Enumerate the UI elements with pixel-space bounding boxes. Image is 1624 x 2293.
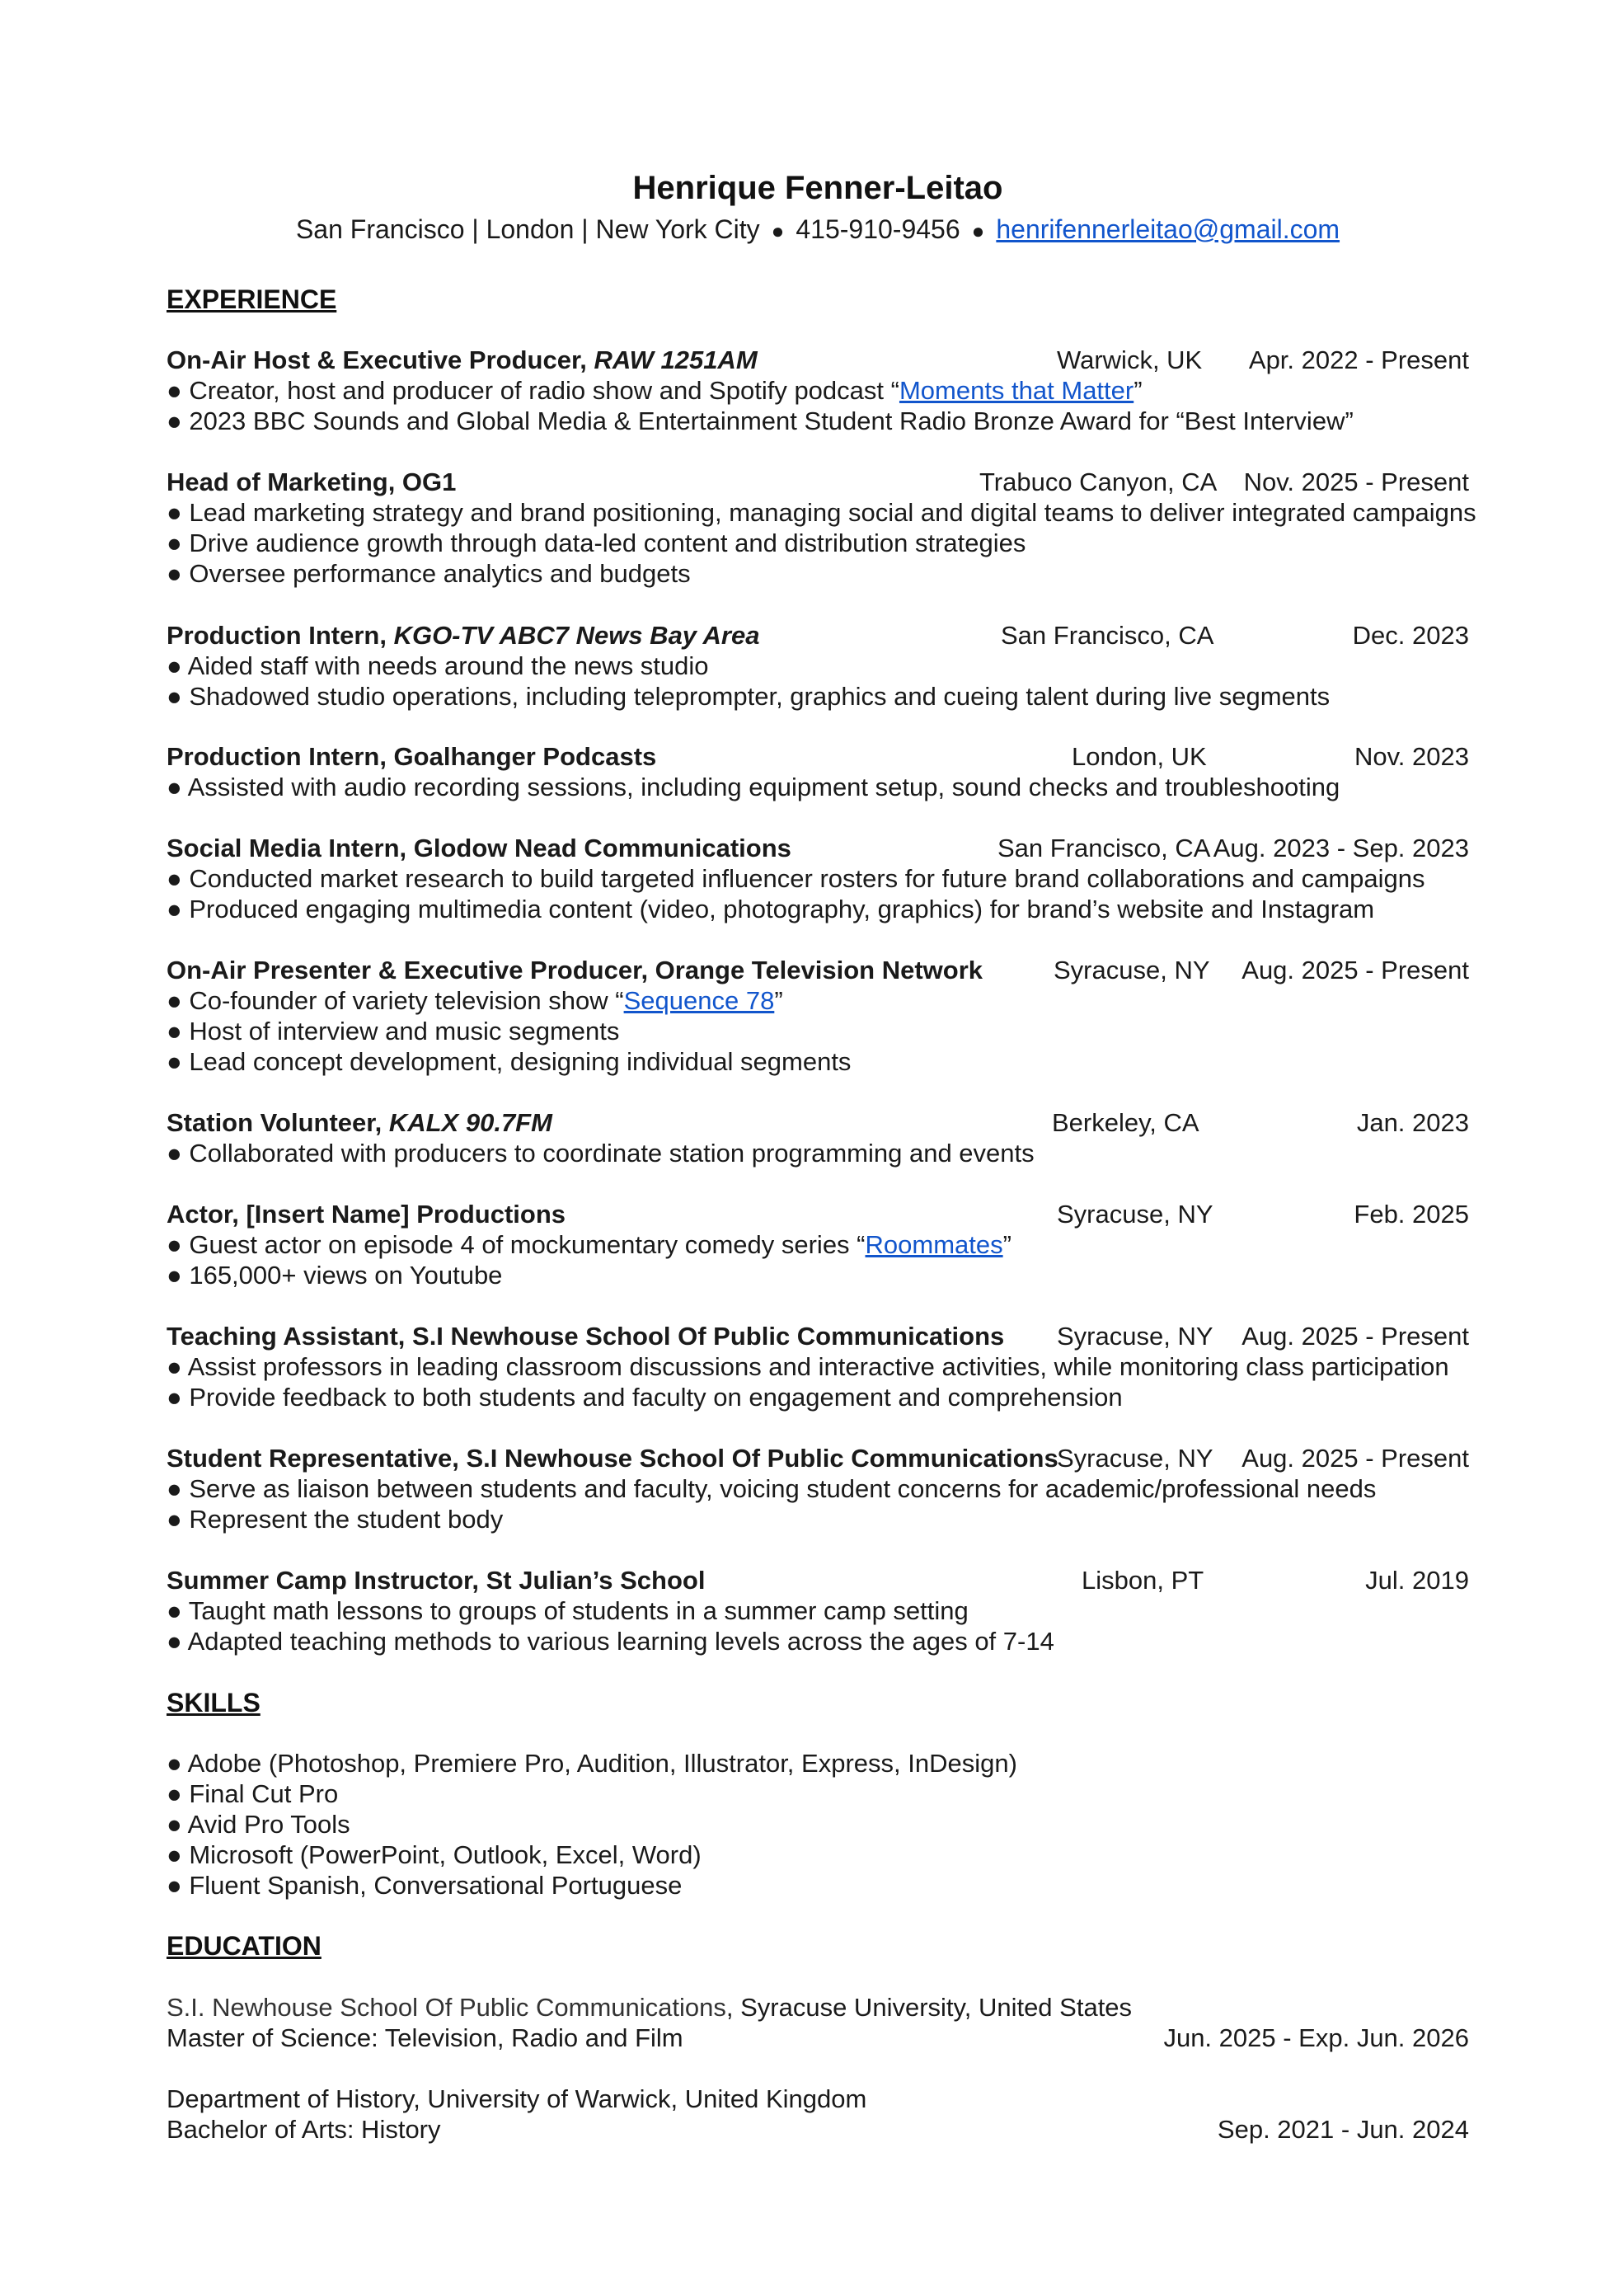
job-title: Production Intern, KGO-TV ABC7 News Bay Area — [167, 621, 760, 650]
job-title: Teaching Assistant, S.I Newhouse School Of Public Communications — [167, 1322, 1005, 1351]
locations: San Francisco | London | New York City — [295, 214, 760, 244]
job-location: San Francisco, CA — [997, 834, 1211, 862]
job-location: Syracuse, NY — [1057, 1322, 1213, 1351]
job-bullet: ● Guest actor on episode 4 of mockumentary comedy series “Roommates” — [167, 1230, 1011, 1259]
job-location: San Francisco, CA — [1001, 621, 1214, 650]
degree: Master of Science: Television, Radio and Film — [167, 2023, 683, 2052]
job-location: London, UK — [1072, 742, 1207, 771]
job-entry — [167, 1107, 1469, 1168]
job-location: Berkeley, CA — [1052, 1108, 1199, 1137]
education-entry — [167, 1992, 1469, 2053]
job-date: Feb. 2025 — [1354, 1200, 1469, 1229]
job-bullet: ● 2023 BBC Sounds and Global Media & Entertainment Student Radio Bronze Award for “Best Interview” — [167, 406, 1354, 435]
skill-item: ● Fluent Spanish, Conversational Portuguese — [167, 1871, 683, 1900]
job-entry — [167, 1565, 1469, 1656]
job-title: Production Intern, Goalhanger Podcasts — [167, 742, 657, 771]
degree: Bachelor of Arts: History — [167, 2115, 441, 2144]
job-bullet: ● Conducted market research to build targeted influencer rosters for future brand collaborations and campaigns — [167, 864, 1425, 893]
skill-item: ● Avid Pro Tools — [167, 1810, 350, 1839]
job-location: Syracuse, NY — [1054, 956, 1210, 984]
job-entry — [167, 741, 1469, 802]
job-bullet: ● Creator, host and producer of radio show and Spotify podcast “Moments that Matter” — [167, 376, 1143, 405]
job-title: Station Volunteer, KALX 90.7FM — [167, 1108, 552, 1137]
job-bullet: ● Represent the student body — [167, 1505, 504, 1534]
job-bullet: ● 165,000+ views on Youtube — [167, 1261, 503, 1290]
job-bullet: ● Produced engaging multimedia content (video, photography, graphics) for brand’s website and Instagram — [167, 895, 1375, 923]
job-title: Head of Marketing, OG1 — [167, 468, 457, 496]
contact-line — [167, 209, 1469, 251]
job-location: Trabuco Canyon, CA — [979, 468, 1218, 496]
university-name: , University of Warwick, United Kingdom — [413, 2084, 867, 2113]
job-date: Apr. 2022 - Present — [1248, 345, 1469, 374]
job-date: Aug. 2023 - Sep. 2023 — [1213, 834, 1469, 862]
job-bullet: ● Provide feedback to both students and faculty on engagement and comprehension — [167, 1383, 1123, 1412]
job-bullet: ● Assist professors in leading classroom discussions and interactive activities, while monitoring class participation — [167, 1352, 1449, 1381]
job-location: Lisbon, PT — [1082, 1566, 1204, 1595]
job-bullet: ● Aided staff with needs around the news studio — [167, 651, 709, 680]
job-entry — [167, 467, 1476, 589]
job-entry — [167, 1321, 1469, 1412]
job-location: Warwick, UK — [1057, 345, 1203, 374]
job-date: Jan. 2023 — [1356, 1108, 1469, 1137]
show-link[interactable]: Sequence 78 — [623, 986, 775, 1015]
job-date: Nov. 2025 - Present — [1243, 468, 1469, 496]
bullet-separator: ● — [771, 218, 785, 243]
job-entry — [167, 1443, 1469, 1534]
job-bullet: ● Host of interview and music segments — [167, 1017, 620, 1045]
job-bullet: ● Assisted with audio recording sessions, including equipment setup, sound checks and troubleshooting — [167, 773, 1340, 801]
job-bullet: ● Serve as liaison between students and faculty, voicing student concerns for academic/professional needs — [167, 1474, 1377, 1503]
job-title: On-Air Presenter & Executive Producer, Orange Television Network — [167, 956, 983, 984]
job-bullet: ● Oversee performance analytics and budgets — [167, 559, 691, 588]
school-name: Department of History — [167, 2084, 414, 2113]
education-date: Jun. 2025 - Exp. Jun. 2026 — [1163, 2023, 1469, 2052]
job-org: KGO-TV ABC7 News Bay Area — [393, 621, 760, 650]
job-entry — [167, 1199, 1469, 1290]
job-bullet: ● Adapted teaching methods to various learning levels across the ages of 7-14 — [167, 1627, 1054, 1656]
candidate-name: Henrique Fenner-Leitao — [632, 170, 1003, 206]
job-bullet: ● Co-founder of variety television show “Sequence 78” — [167, 986, 783, 1015]
section-title-skills: SKILLS — [167, 1688, 260, 1717]
skill-item: ● Microsoft (PowerPoint, Outlook, Excel, Word) — [167, 1840, 702, 1869]
podcast-link[interactable]: Moments that Matter — [899, 376, 1134, 405]
job-bullet: ● Drive audience growth through data-led content and distribution strategies — [167, 529, 1026, 557]
school-name: S.I. Newhouse School Of Public Communications — [167, 1993, 726, 2022]
job-entry — [167, 833, 1469, 924]
job-date: Dec. 2023 — [1352, 621, 1469, 650]
job-org: RAW 1251AM — [594, 345, 758, 374]
job-date: Aug. 2025 - Present — [1241, 1444, 1469, 1473]
job-date: Aug. 2025 - Present — [1241, 1322, 1469, 1351]
job-bullet: ● Shadowed studio operations, including teleprompter, graphics and cueing talent during live segments — [167, 682, 1331, 711]
job-bullet: ● Collaborated with producers to coordinate station programming and events — [167, 1139, 1035, 1168]
job-title: Actor, [Insert Name] Productions — [167, 1200, 566, 1229]
job-bullet: ● Taught math lessons to groups of students in a summer camp setting — [167, 1596, 969, 1625]
job-entry — [167, 955, 1469, 1077]
job-org: KALX 90.7FM — [388, 1108, 552, 1137]
university-name: , Syracuse University, United States — [725, 1993, 1133, 2022]
job-date: Aug. 2025 - Present — [1241, 956, 1469, 984]
email-link[interactable]: henrifennerleitao@gmail.com — [996, 214, 1340, 244]
resume-header — [167, 165, 1469, 251]
phone-number: 415-910-9456 — [796, 214, 960, 244]
job-location: Syracuse, NY — [1057, 1444, 1213, 1473]
skill-item: ● Final Cut Pro — [167, 1779, 339, 1808]
job-date: Nov. 2023 — [1354, 742, 1469, 771]
job-entry — [167, 620, 1469, 712]
job-entry — [167, 345, 1469, 436]
skills-list — [167, 1748, 1469, 1901]
skill-item: ● Adobe (Photoshop, Premiere Pro, Audition, Illustrator, Express, InDesign) — [167, 1749, 1017, 1778]
job-title: Summer Camp Instructor, St Julian’s School — [167, 1566, 706, 1595]
job-bullet: ● Lead concept development, designing individual segments — [167, 1047, 852, 1076]
job-title: Student Representative, S.I Newhouse School Of Public Communications — [167, 1444, 1058, 1473]
series-link[interactable]: Roommates — [865, 1230, 1003, 1259]
education-date: Sep. 2021 - Jun. 2024 — [1217, 2115, 1469, 2144]
job-bullet: ● Lead marketing strategy and brand positioning, managing social and digital teams to deliver integrated campaigns — [167, 498, 1476, 527]
section-title-education: EDUCATION — [167, 1931, 322, 1961]
job-location: Syracuse, NY — [1057, 1200, 1213, 1229]
section-title-experience: EXPERIENCE — [167, 284, 337, 314]
education-entry — [167, 2084, 1469, 2145]
bullet-separator: ● — [971, 218, 985, 243]
job-date: Jul. 2019 — [1365, 1566, 1469, 1595]
job-title: Social Media Intern, Glodow Nead Communications — [167, 834, 791, 862]
job-title: On-Air Host & Executive Producer, RAW 1251AM — [167, 345, 758, 374]
